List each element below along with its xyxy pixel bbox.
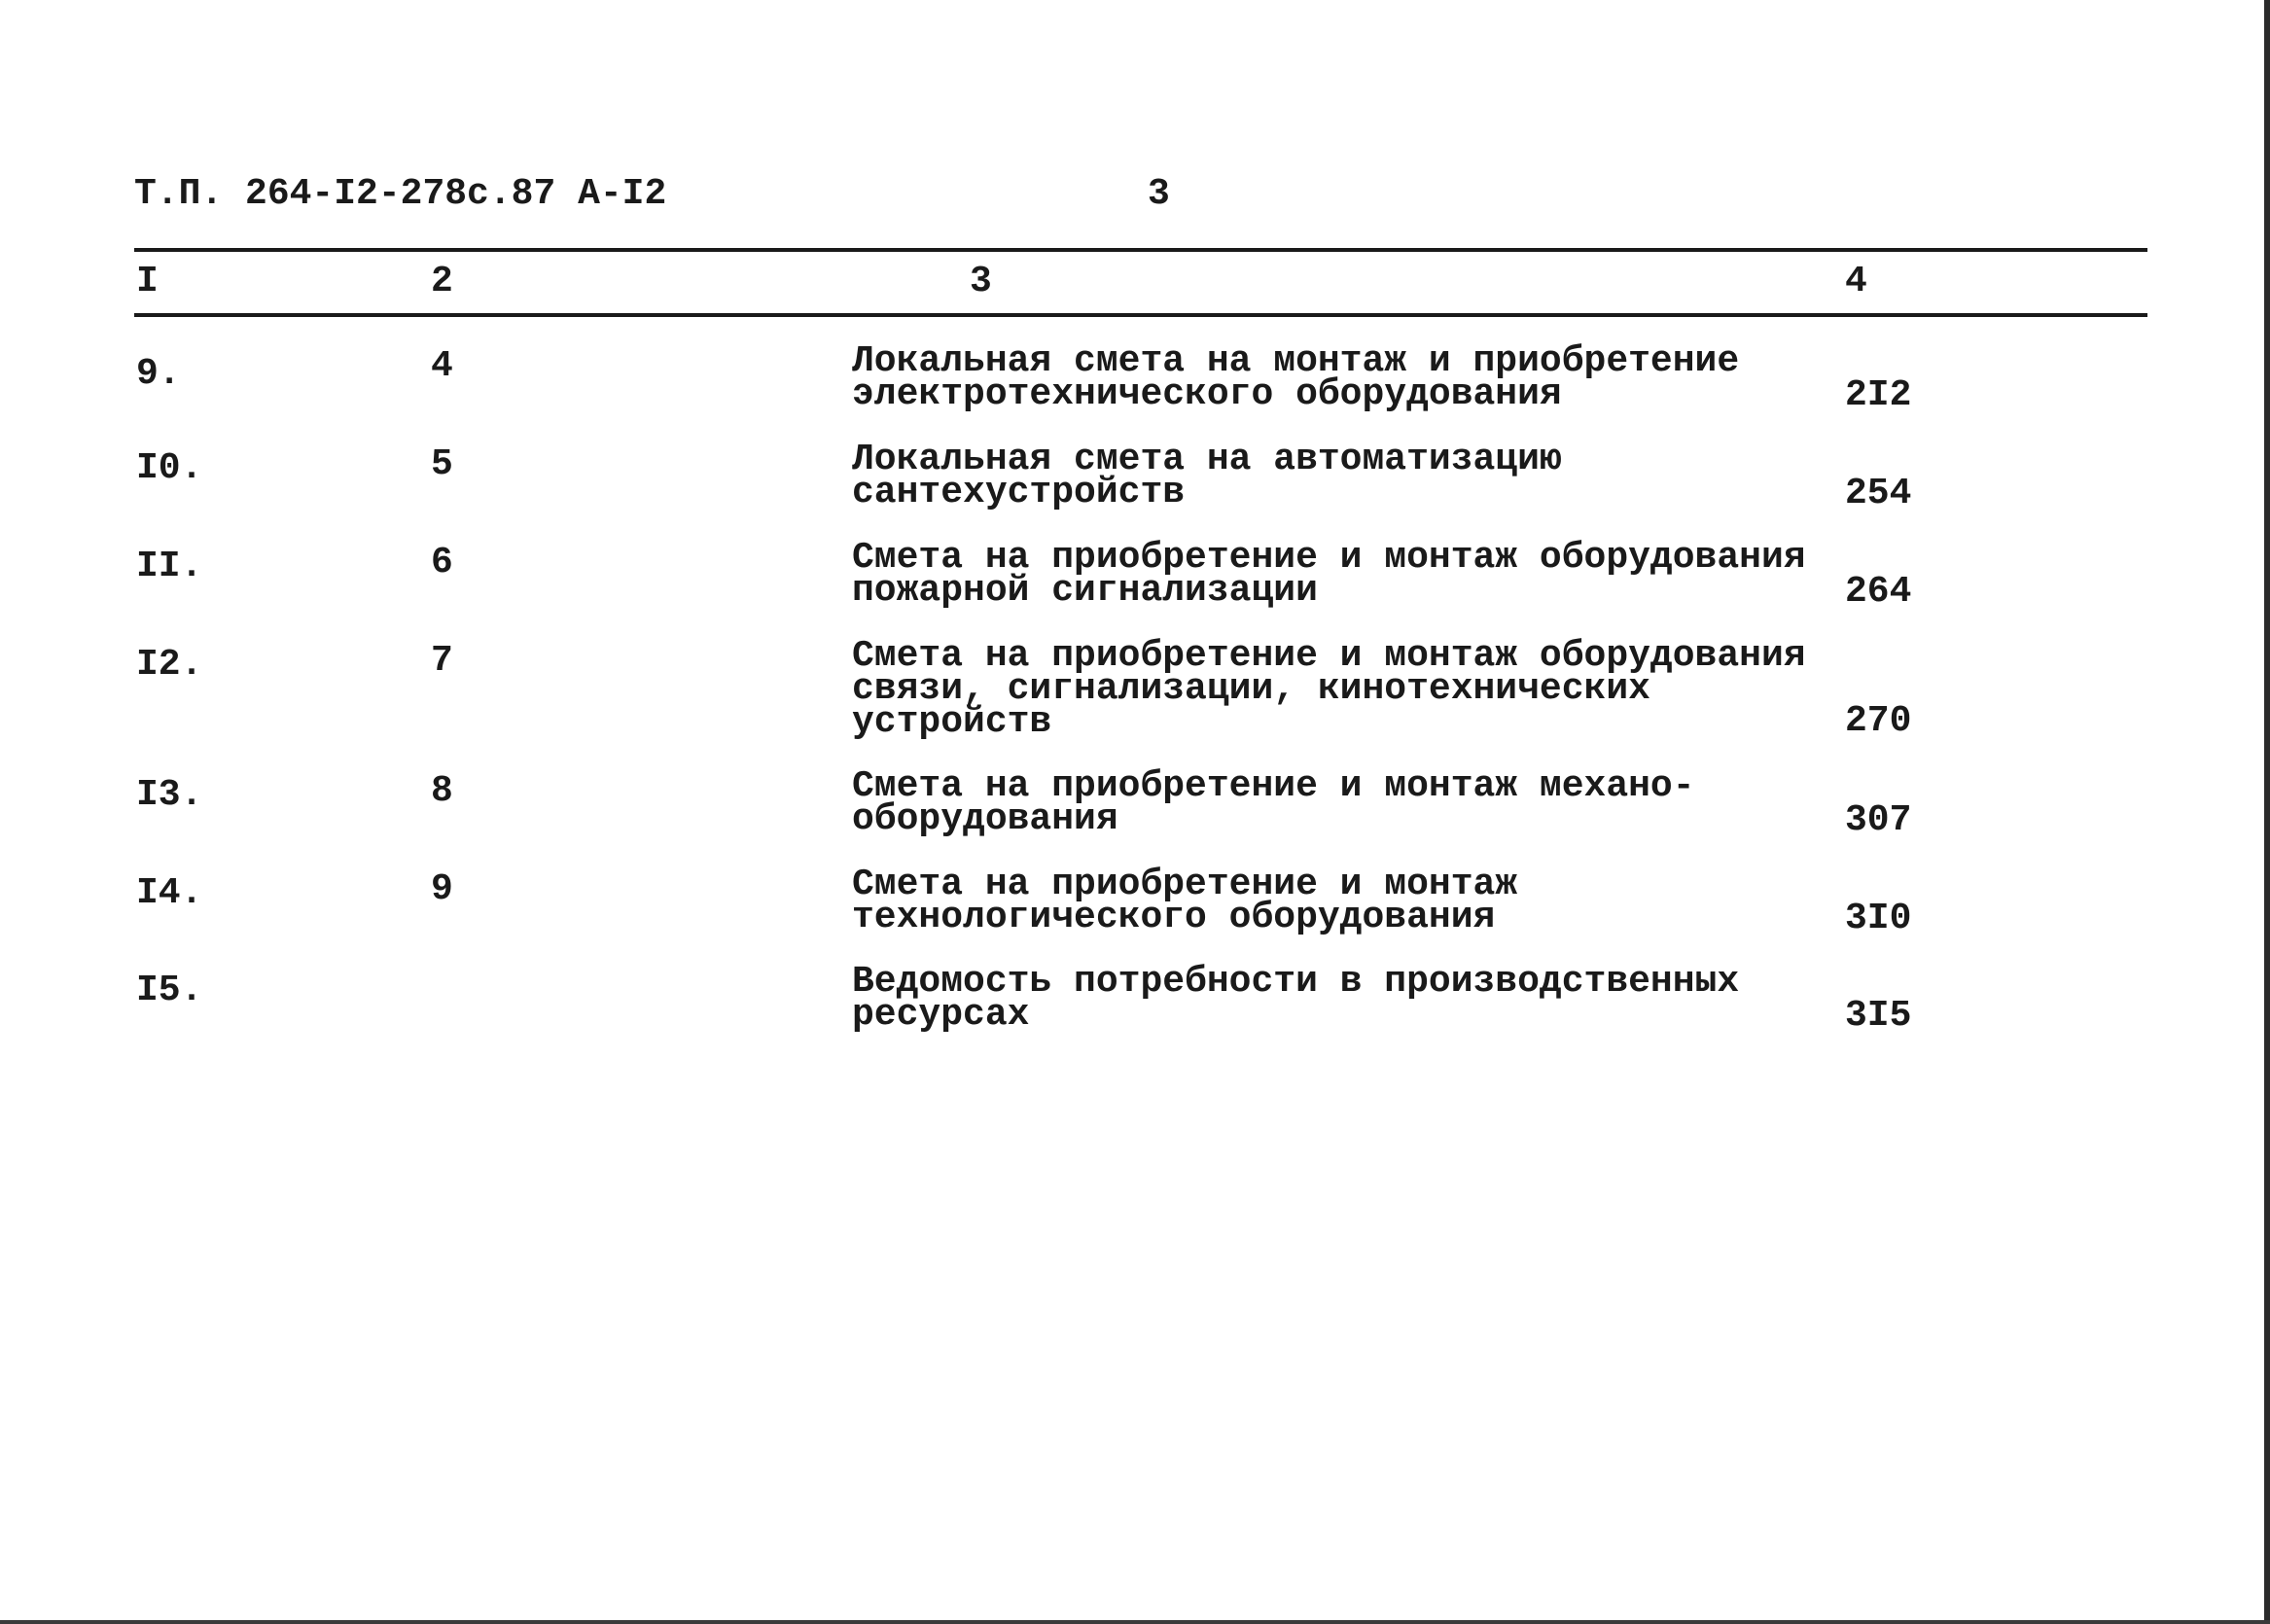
scan-edge-bottom [0,1620,2270,1624]
row-page: 2I2 [1845,374,1912,416]
row-number: I5. [136,970,203,1011]
row-section: 5 [431,443,453,485]
row-section: 9 [431,868,453,910]
row-page: 307 [1845,799,1912,841]
document-code: Т.П. 264-I2-278с.87 А-I2 [134,173,667,215]
column-header-4: 4 [1845,261,1867,302]
row-number: II. [136,546,203,587]
row-section: 8 [431,770,453,812]
row-title: Смета на приобретение и монтаж оборудования связи, сигнализации, кинотехнических устройств [852,635,1806,743]
column-header-2: 2 [431,261,453,302]
scan-edge-right [2264,0,2270,1624]
row-title: Смета на приобретение и монтаж механо- оборудования [852,765,1695,840]
row-page: 3I5 [1845,995,1912,1037]
row-section: 7 [431,640,453,682]
row-number: 9. [136,353,181,395]
column-header-3: 3 [970,261,992,302]
row-number: I3. [136,774,203,816]
row-section: 4 [431,345,453,387]
row-section: 6 [431,542,453,583]
row-title: Смета на приобретение и монтаж технологического оборудования [852,864,1518,938]
row-number: I4. [136,872,203,914]
page-number: 3 [1148,173,1170,215]
row-page: 270 [1845,700,1912,742]
table-header-rule [134,313,2147,317]
row-number: I2. [136,644,203,686]
row-page: 264 [1845,571,1912,613]
row-page: 3I0 [1845,898,1912,939]
row-title: Ведомость потребности в производственных ресурсах [852,961,1740,1036]
row-page: 254 [1845,473,1912,514]
row-title: Локальная смета на монтаж и приобретение электротехнического оборудования [852,340,1740,415]
column-header-1: I [136,261,159,302]
row-title: Локальная смета на автоматизацию сантехустройств [852,439,1562,513]
row-number: I0. [136,447,203,489]
row-title: Смета на приобретение и монтаж оборудования пожарной сигнализации [852,537,1806,612]
table-top-rule [134,248,2147,252]
